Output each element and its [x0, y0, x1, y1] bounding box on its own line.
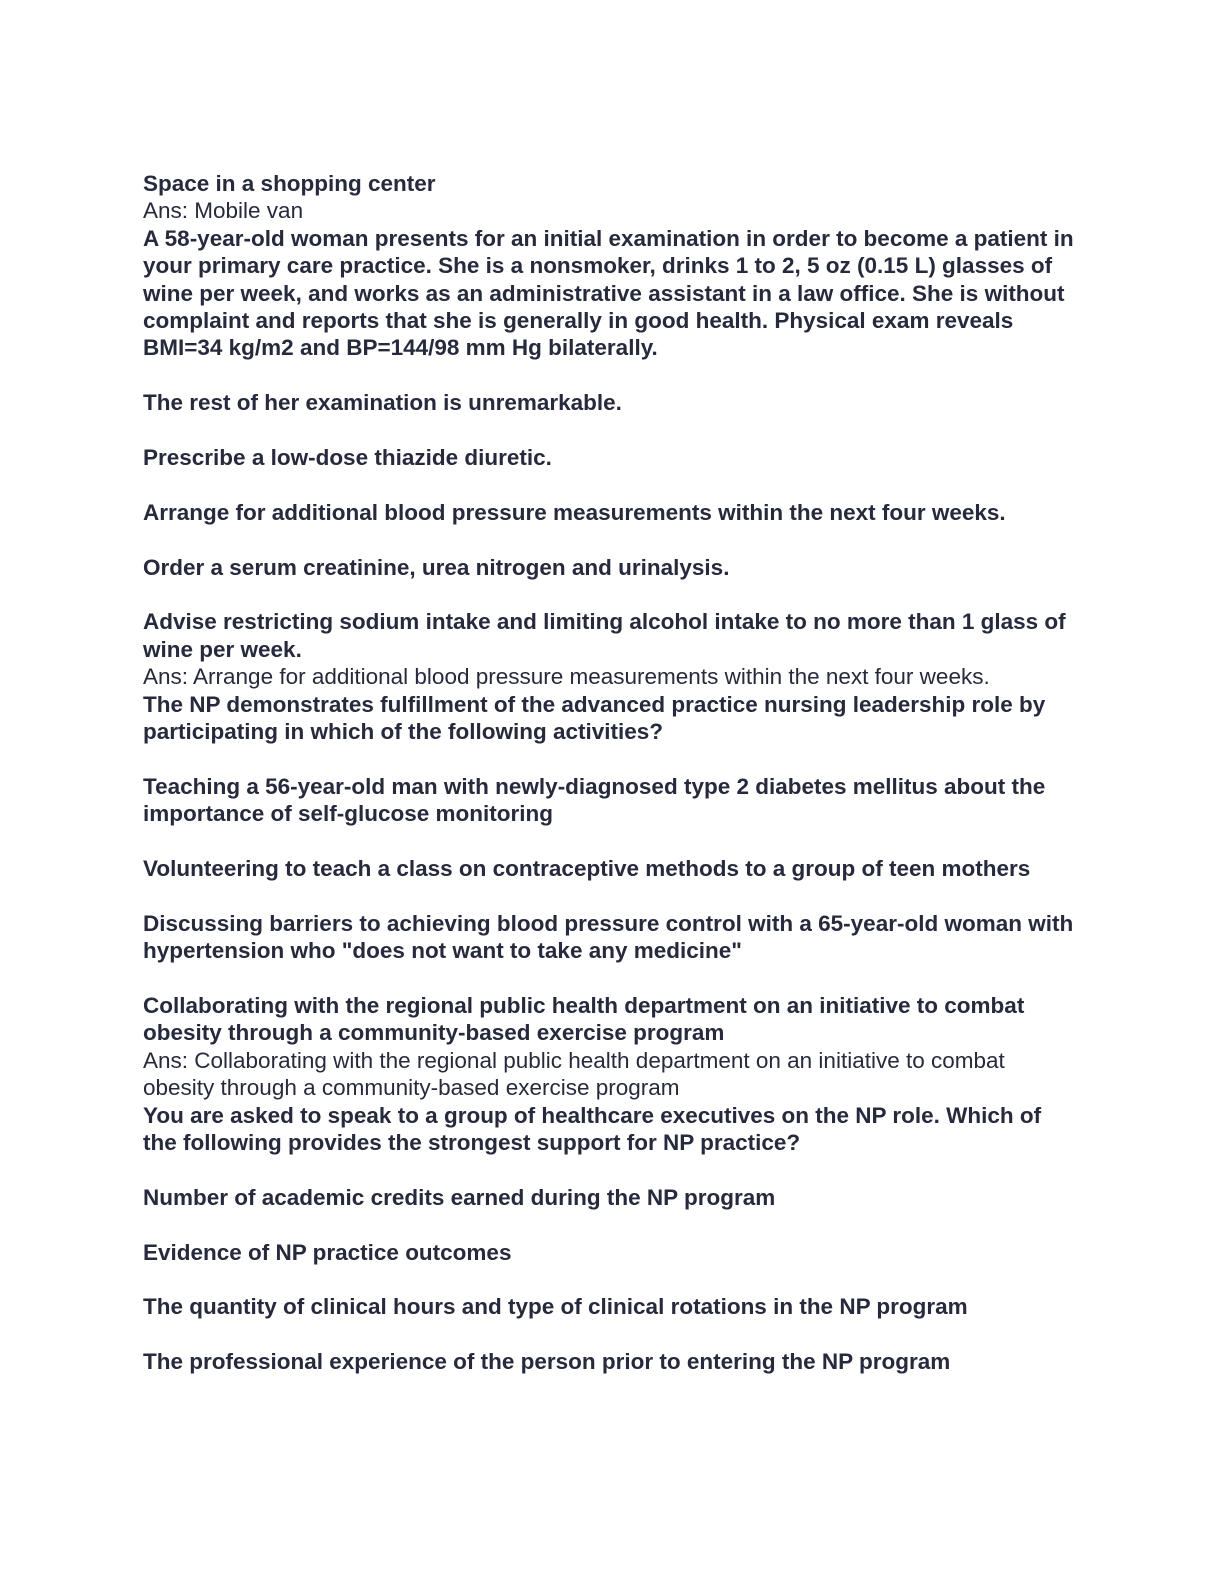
answer-line: Ans: Mobile van: [143, 198, 304, 224]
option-line: Evidence of NP practice outcomes: [143, 1239, 512, 1265]
answer-line: Ans: Arrange for additional blood pressure measurements within the next four weeks.: [143, 664, 990, 690]
option-line: Volunteering to teach a class on contraceptive methods to a group of teen mothers: [143, 856, 1031, 882]
option-line: Order a serum creatinine, urea nitrogen and urinalysis.: [143, 554, 730, 580]
answer-line: Ans: Collaborating with the regional public health department on an initiative to combat obesity through a community-based exercise program: [143, 1047, 1005, 1101]
option-line: Collaborating with the regional public health department on an initiative to combat obesity through a community-based exercise program: [143, 993, 1025, 1046]
option-line: Prescribe a low-dose thiazide diuretic.: [143, 445, 552, 471]
option-line: Number of academic credits earned during the NP program: [143, 1184, 776, 1210]
question-stem: A 58-year-old woman presents for an initial examination in order to become a patient in your primary care practice. She is a nonsmoker, drinks 1 to 2, 5 oz (0.15 L) glasses of wine per week, and works as an administrative assistant in a law office. She is without complaint and reports that she is generally in good health. Physical exam reveals BMI=34 kg/m2 and BP=144/98 mm Hg bilaterally.: [143, 225, 1074, 361]
option-line: Discussing barriers to achieving blood pressure control with a 65-year-old woman with hypertension who "does not want to take any medicine": [143, 910, 1074, 964]
question-stem: You are asked to speak to a group of healthcare executives on the NP role. Which of the following provides the strongest support for NP practice?: [143, 1102, 1042, 1156]
question-line: Space in a shopping center: [143, 171, 436, 196]
option-line: Teaching a 56-year-old man with newly-diagnosed type 2 diabetes mellitus about the importance of self-glucose monitoring: [143, 773, 1046, 827]
document-page: [143, 170, 1078, 1376]
option-line: Advise restricting sodium intake and limiting alcohol intake to no more than 1 glass of wine per week.: [143, 609, 1066, 662]
question-line: The rest of her examination is unremarkable.: [143, 390, 622, 416]
option-line: Arrange for additional blood pressure measurements within the next four weeks.: [143, 499, 1006, 525]
option-line: The professional experience of the person prior to entering the NP program: [143, 1349, 951, 1375]
option-line: The quantity of clinical hours and type of clinical rotations in the NP program: [143, 1294, 968, 1320]
question-stem: The NP demonstrates fulfillment of the advanced practice nursing leadership role by participating in which of the following activities?: [143, 691, 1046, 745]
